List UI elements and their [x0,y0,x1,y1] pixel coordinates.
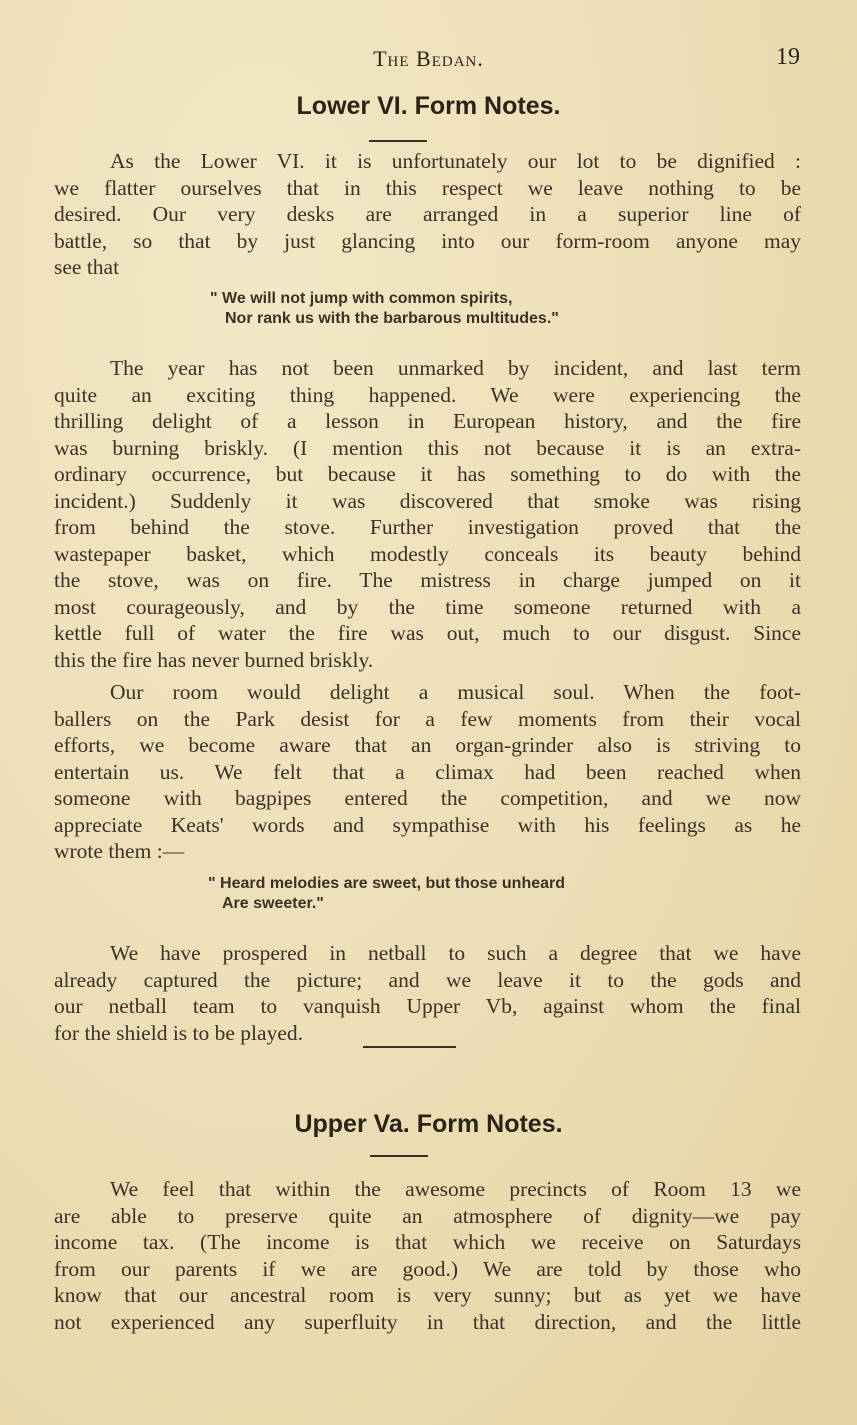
paragraph-lower-3 [54,679,801,865]
paragraph-lower-4 [54,940,801,1046]
text-line: from behind the stove. Further investigation proved that the [54,515,801,539]
text-line: We have prospered in netball to such a degree that we have [110,941,801,965]
running-header [0,44,857,76]
text-line: someone with bagpipes entered the competition, and we now [54,786,801,810]
paragraph-upper-1 [54,1176,801,1335]
text-line: wrote them :— [54,839,185,863]
text-line: know that our ancestral room is very sunny; but as yet we have [54,1283,801,1307]
journal-title: The Bedan. [373,46,484,71]
quote-line: " We will not jump with common spirits, [210,290,513,307]
text-line: we flatter ourselves that in this respect we leave nothing to be [54,175,801,200]
quote-line: " Heard melodies are sweet, but those unheard [208,875,566,892]
text-line: for the shield is to be played. [54,1020,303,1045]
text-line: entertain us. We felt that a climax had been reached when [54,759,801,784]
text-line: quite an exciting thing happened. We were experiencing the [54,382,801,407]
text-line: ballers on the Park desist for a few moments from their vocal [54,706,801,731]
heading-rule [369,140,427,142]
paragraph-lower-2 [54,355,801,673]
text-line: our netball team to vanquish Upper Vb, against whom the final [54,994,801,1018]
text-line: not experienced any superfluity in that direction, and the little [54,1309,801,1334]
text-line: kettle full of water the fire was out, much to our disgust. Since [54,621,801,645]
section-heading-lower-vi: Lower VI. Form Notes. [296,92,561,120]
text-line: battle, so that by just glancing into our form-room anyone may [54,228,801,253]
text-line: Our room would delight a musical soul. When the foot- [110,680,801,704]
text-line: was burning briskly. (I mention this not because it is an extra- [54,435,801,460]
text-line: wastepaper basket, which modestly conceals its beauty behind [54,541,801,566]
text-line: ordinary occurrence, but because it has something to do with the [54,462,801,486]
text-line: incident.) Suddenly it was discovered that smoke was rising [54,488,801,513]
text-line: this the fire has never burned briskly. [54,647,374,672]
section-divider-rule [363,1046,456,1048]
text-line: most courageously, and by the time someone returned with a [54,594,801,619]
text-line: As the Lower VI. it is unfortunately our lot to be dignified : [110,149,801,173]
page-number: 19 [776,44,800,70]
text-line: thrilling delight of a lesson in European history, and the fire [54,409,801,433]
text-line: The year has not been unmarked by incident, and last term [110,356,801,380]
quote-line: Are sweeter." [222,895,324,912]
text-line: appreciate Keats' words and sympathise with his feelings as he [54,812,801,837]
text-line: see that [54,255,120,279]
section-heading-upper-va: Upper Va. Form Notes. [294,1110,563,1138]
paragraph-lower-1 [54,148,801,281]
heading-rule [370,1155,428,1157]
text-line: already captured the picture; and we leave it to the gods and [54,967,801,992]
text-line: efforts, we become aware that an organ-grinder also is striving to [54,733,801,757]
quotation-1 [210,289,730,329]
text-line: income tax. (The income is that which we receive on Saturdays [54,1230,801,1254]
text-line: are able to preserve quite an atmosphere of dignity—we pay [54,1203,801,1228]
quotation-2 [208,874,728,914]
text-line: desired. Our very desks are arranged in a superior line of [54,202,801,226]
text-line: We feel that within the awesome precincts of Room 13 we [110,1177,801,1201]
quote-line: Nor rank us with the barbarous multitudes." [225,310,559,327]
text-line: the stove, was on fire. The mistress in charge jumped on it [54,568,801,592]
text-line: from our parents if we are good.) We are told by those who [54,1256,801,1281]
